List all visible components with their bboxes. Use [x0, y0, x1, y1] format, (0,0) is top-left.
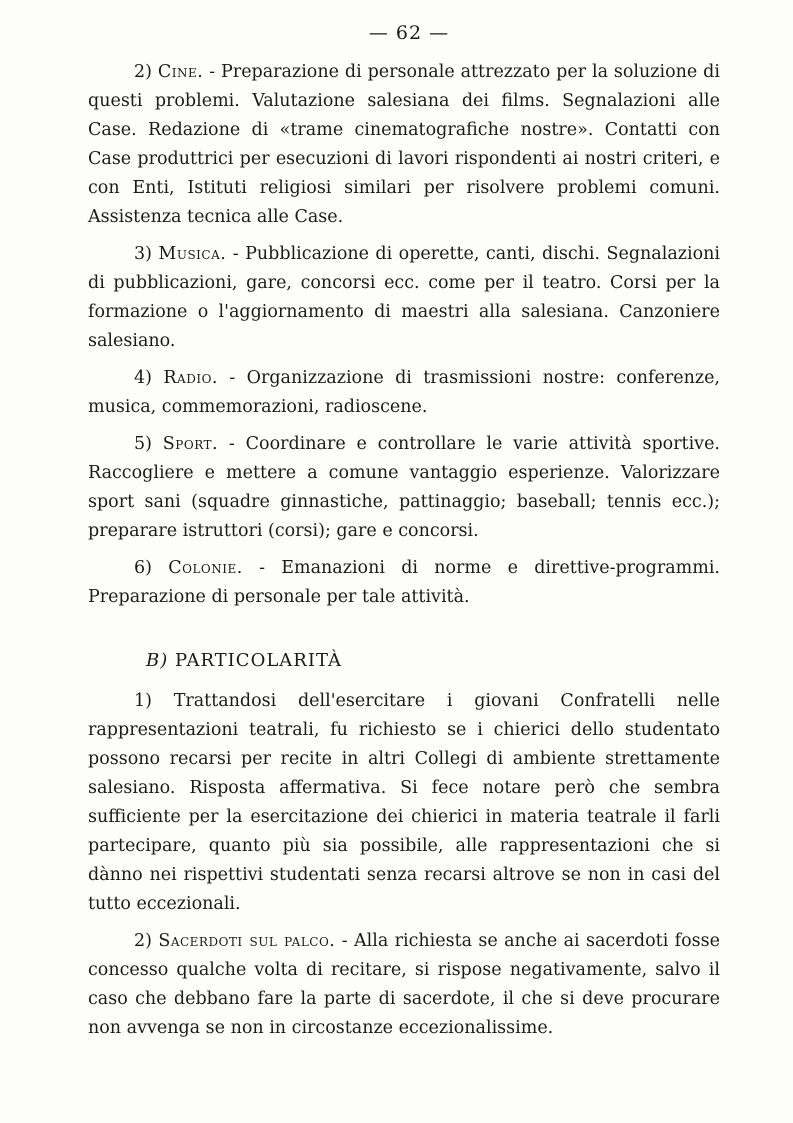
item-number: 1): [134, 691, 152, 711]
item-text: - Preparazione di personale attrezzato per la soluzione di questi problemi. Valutazione salesiana dei films. Segnalazioni alle Case. Redazione di «trame cinematografiche nostre». Contatti con Case produttrici per esecuzioni di lavori rispondenti ai nostri criteri, e con Enti, Istituti religiosi similari per risolvere problemi comuni. Assistenza tecnica alle Case.: [88, 62, 720, 227]
section-letter: B): [146, 650, 169, 671]
page-number: — 62 —: [368, 22, 450, 44]
item-text: - Emanazioni di norme e direttive-programmi. Preparazione di personale per tale attività.: [88, 558, 720, 607]
item-text: Trattandosi dell'esercitare i giovani Confratelli nelle rappresentazioni teatrali, fu richiesto se i chierici dello studentato possono recarsi per recite in altri Collegi di ambiente strettamente salesiano. Risposta affermativa. Si fece notare però che sembra sufficiente per la esercitazione dei chierici in materia teatrale il farli partecipare, quanto più sia possibile, alle rappresentazioni che si dànno nei rispettivi studentati senza recarsi altrove se non in casi del tutto eccezionali.: [88, 691, 720, 914]
section-b: [88, 687, 720, 1043]
item-number: 2): [134, 931, 152, 951]
item-number: 2): [134, 62, 152, 82]
item-text: - Coordinare e controllare le varie attività sportive. Raccogliere e mettere a comune vantaggio esperienze. Valorizzare sport sani (squadre ginnastiche, pattinaggio; baseball; tennis ecc.); preparare istruttori (corsi); gare e concorsi.: [88, 434, 720, 541]
item-number: 5): [134, 434, 152, 454]
item-title: Musica.: [158, 244, 227, 264]
item-text: - Alla richiesta se anche ai sacerdoti fosse concesso qualche volta di recitare, si rispose negativamente, salvo il caso che debbano fare la parte di sacerdote, il che si deve procurare non avvenga se non in circostanze eccezionalissime.: [88, 931, 720, 1038]
item-esercitazione: [88, 687, 720, 919]
item-text: - Organizzazione di trasmissioni nostre: conferenze, musica, commemorazioni, radioscene.: [88, 368, 720, 417]
item-cine: [88, 58, 720, 232]
item-text: - Pubblicazione di operette, canti, dischi. Segnalazioni di pubblicazioni, gare, concorsi ecc. come per il teatro. Corsi per la formazione o l'aggiornamento di maestri alla salesiana. Canzoniere salesiano.: [88, 244, 720, 351]
item-colonie: [88, 554, 720, 612]
item-number: 3): [134, 244, 152, 264]
item-radio: [88, 364, 720, 422]
item-sport: [88, 430, 720, 546]
item-sacerdoti: [88, 927, 720, 1043]
item-title: Sport.: [162, 434, 219, 454]
section-heading: [146, 646, 720, 675]
section-title: PARTICOLARITÀ: [174, 650, 342, 671]
item-number: 6): [134, 558, 152, 578]
item-title: Colonie.: [168, 558, 243, 578]
item-title: Sacerdoti sul palco.: [158, 931, 336, 951]
document-page: [88, 22, 720, 1051]
item-title: Radio.: [163, 368, 218, 388]
item-musica: [88, 240, 720, 356]
item-title: Cine.: [157, 62, 204, 82]
item-number: 4): [134, 368, 152, 388]
